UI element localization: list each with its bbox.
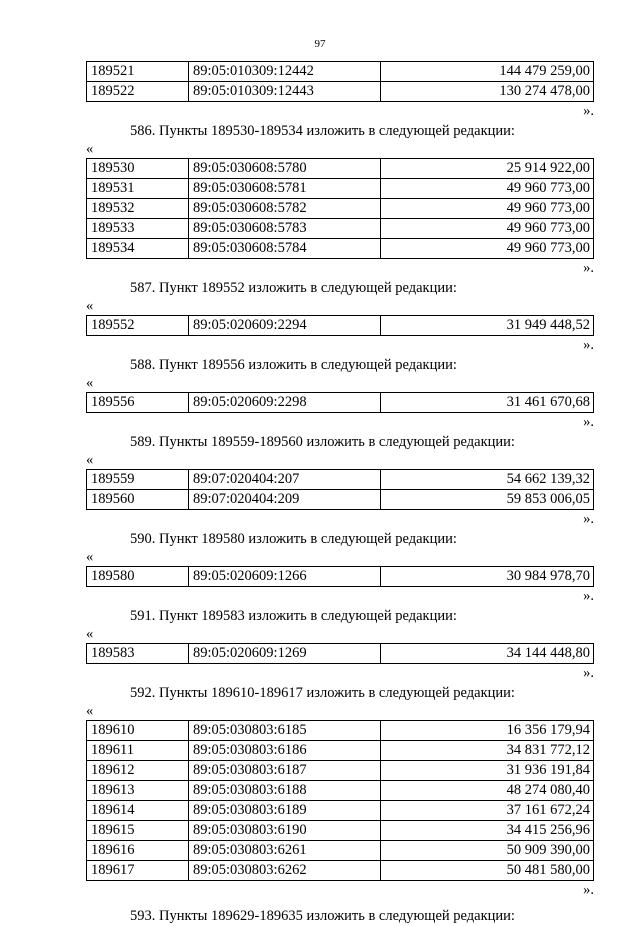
item-number: 189560 [87, 490, 189, 510]
closing-quote: ». [583, 337, 594, 353]
section-heading: 589. Пункты 189559-189560 изложить в следующей редакции: [130, 434, 515, 450]
cadastral-value: 50 909 390,00 [381, 841, 594, 861]
cadastral-value: 49 960 773,00 [381, 239, 594, 259]
item-number: 189612 [87, 761, 189, 781]
cadastral-value: 130 274 478,00 [381, 82, 594, 102]
cadastral-value: 49 960 773,00 [381, 219, 594, 239]
item-number: 189611 [87, 741, 189, 761]
item-number: 189616 [87, 841, 189, 861]
table-row [87, 490, 594, 510]
cadastral-number: 89:05:030608:5784 [189, 239, 381, 259]
cadastral-value: 49 960 773,00 [381, 179, 594, 199]
data-table [86, 566, 594, 587]
item-number: 189580 [87, 567, 189, 587]
document-body [86, 61, 594, 926]
opening-quote: « [86, 549, 94, 565]
table-row [87, 761, 594, 781]
cadastral-number: 89:05:030803:6188 [189, 781, 381, 801]
opening-quote: « [86, 703, 94, 719]
item-number: 189531 [87, 179, 189, 199]
table-row [87, 316, 594, 336]
data-table [86, 720, 594, 881]
table-row [87, 393, 594, 413]
cadastral-value: 59 853 006,05 [381, 490, 594, 510]
table-row [87, 62, 594, 82]
cadastral-number: 89:05:030608:5782 [189, 199, 381, 219]
data-table [86, 392, 594, 413]
table-row [87, 470, 594, 490]
opening-quote: « [86, 452, 94, 468]
table-row [87, 841, 594, 861]
closing-quote: ». [583, 414, 594, 430]
cadastral-value: 31 949 448,52 [381, 316, 594, 336]
cadastral-number: 89:05:030803:6187 [189, 761, 381, 781]
opening-quote: « [86, 141, 94, 157]
cadastral-value: 48 274 080,40 [381, 781, 594, 801]
cadastral-number: 89:05:030803:6186 [189, 741, 381, 761]
item-number: 189534 [87, 239, 189, 259]
cadastral-number: 89:05:030803:6189 [189, 801, 381, 821]
opening-quote: « [86, 375, 94, 391]
item-number: 189521 [87, 62, 189, 82]
cadastral-number: 89:07:020404:209 [189, 490, 381, 510]
cadastral-number: 89:05:030803:6190 [189, 821, 381, 841]
cadastral-value: 16 356 179,94 [381, 721, 594, 741]
item-number: 189559 [87, 470, 189, 490]
closing-quote: ». [583, 260, 594, 276]
table-row [87, 801, 594, 821]
item-number: 189614 [87, 801, 189, 821]
table-row [87, 219, 594, 239]
table-row [87, 861, 594, 881]
cadastral-number: 89:05:010309:12443 [189, 82, 381, 102]
cadastral-value: 54 662 139,32 [381, 470, 594, 490]
table-row [87, 82, 594, 102]
amendment-sections [86, 122, 594, 900]
item-number: 189583 [87, 644, 189, 664]
item-number: 189610 [87, 721, 189, 741]
closing-quote: ». [583, 665, 594, 681]
cadastral-number: 89:05:030803:6261 [189, 841, 381, 861]
cadastral-number: 89:05:010309:12442 [189, 62, 381, 82]
cadastral-value: 34 415 256,96 [381, 821, 594, 841]
data-table [86, 61, 594, 102]
cadastral-number: 89:05:020609:1266 [189, 567, 381, 587]
cadastral-number: 89:05:020609:2294 [189, 316, 381, 336]
section-heading: 590. Пункт 189580 изложить в следующей редакции: [130, 531, 457, 547]
cadastral-number: 89:05:030608:5780 [189, 159, 381, 179]
cadastral-value: 31 461 670,68 [381, 393, 594, 413]
opening-quote: « [86, 298, 94, 314]
closing-quote: ». [583, 511, 594, 527]
item-number: 189532 [87, 199, 189, 219]
section-heading: 588. Пункт 189556 изложить в следующей редакции: [130, 357, 457, 373]
table-row [87, 159, 594, 179]
cadastral-number: 89:05:030803:6185 [189, 721, 381, 741]
data-table [86, 469, 594, 510]
cadastral-value: 30 984 978,70 [381, 567, 594, 587]
table-row [87, 179, 594, 199]
closing-quote: ». [583, 588, 594, 604]
table-row [87, 567, 594, 587]
cadastral-value: 34 831 772,12 [381, 741, 594, 761]
item-number: 189617 [87, 861, 189, 881]
cadastral-number: 89:05:020609:1269 [189, 644, 381, 664]
table-row [87, 239, 594, 259]
item-number: 189556 [87, 393, 189, 413]
section-heading: 591. Пункт 189583 изложить в следующей редакции: [130, 608, 457, 624]
cadastral-number: 89:05:030803:6262 [189, 861, 381, 881]
cadastral-value: 50 481 580,00 [381, 861, 594, 881]
cadastral-number: 89:05:020609:2298 [189, 393, 381, 413]
table-row [87, 199, 594, 219]
item-number: 189533 [87, 219, 189, 239]
table-row [87, 741, 594, 761]
item-number: 189613 [87, 781, 189, 801]
table-row [87, 821, 594, 841]
section-heading: 586. Пункты 189530-189534 изложить в следующей редакции: [130, 123, 515, 139]
cadastral-value: 49 960 773,00 [381, 199, 594, 219]
cadastral-value: 25 914 922,00 [381, 159, 594, 179]
opening-quote: « [86, 626, 94, 642]
item-number: 189615 [87, 821, 189, 841]
cadastral-number: 89:05:030608:5781 [189, 179, 381, 199]
cadastral-value: 31 936 191,84 [381, 761, 594, 781]
item-number: 189552 [87, 316, 189, 336]
section-heading: 587. Пункт 189552 изложить в следующей редакции: [130, 280, 457, 296]
data-table [86, 643, 594, 664]
table-row [87, 721, 594, 741]
table-row [87, 781, 594, 801]
table-row [87, 644, 594, 664]
cadastral-number: 89:05:030608:5783 [189, 219, 381, 239]
section-heading: 592. Пункты 189610-189617 изложить в следующей редакции: [130, 685, 515, 701]
cadastral-value: 144 479 259,00 [381, 62, 594, 82]
cadastral-number: 89:07:020404:207 [189, 470, 381, 490]
cadastral-value: 37 161 672,24 [381, 801, 594, 821]
page-number: 97 [314, 38, 326, 50]
section-heading: 593. Пункты 189629-189635 изложить в следующей редакции: [130, 908, 515, 924]
item-number: 189530 [87, 159, 189, 179]
data-table [86, 315, 594, 336]
item-number: 189522 [87, 82, 189, 102]
data-table [86, 158, 594, 259]
cadastral-value: 34 144 448,80 [381, 644, 594, 664]
closing-quote: ». [583, 882, 594, 898]
closing-quote: ». [583, 103, 594, 119]
